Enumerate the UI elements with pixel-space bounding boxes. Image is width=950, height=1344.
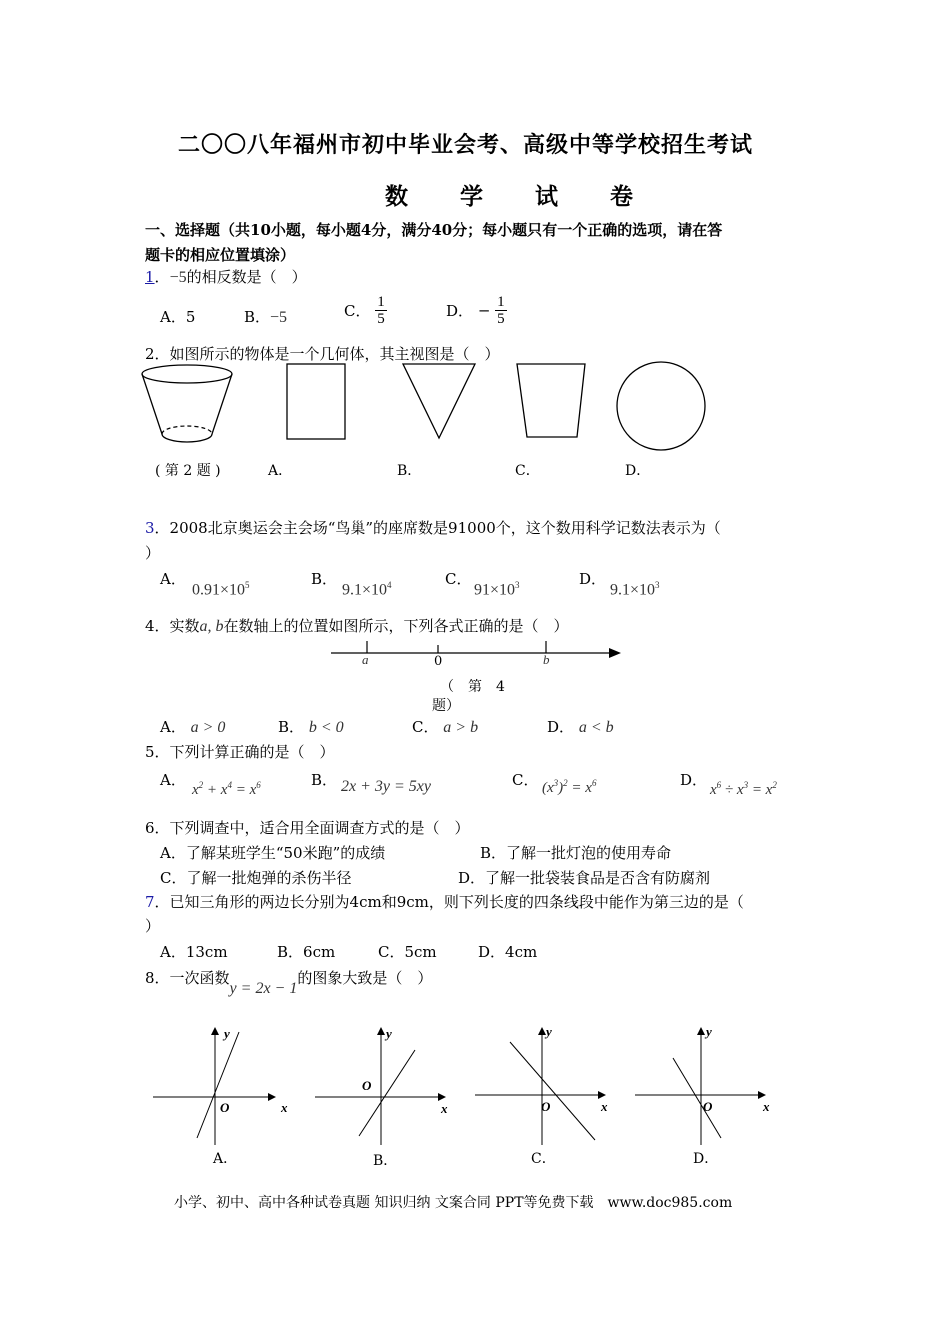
section-heading-line1: 一、选择题（共10小题，每小题4分，满分40分；每小题只有一个正确的选项，请在答 [145,221,723,239]
q3-option-a-label: A． [160,570,186,588]
question-3-line2: ） [145,544,161,562]
q3-option-a-value: $0.91\times 10^5$ [192,580,250,599]
q3-option-d-value: $9.1\times 10^3$ [610,580,660,599]
q3-option-d-label: D． [579,570,607,588]
q8-label-a: A． [213,1151,238,1167]
q3-option-b-label: B． [311,570,338,588]
question-3: 3．2008北京奥运会主会场“鸟巢”的座席数是91000个，这个数用科学记数法表示为（ [145,519,721,537]
q6-option-b: B．了解一批灯泡的使用寿命 [480,844,672,862]
question-7: 7．已知三角形的两边长分别为4cm和9cm，则下列长度的四条线段中能作为第三边的是（ [145,893,744,911]
q6-option-a: A．了解某班学生“50米跑”的成绩 [160,844,386,862]
question-4: 4．实数a, b在数轴上的位置如图所示，下列各式正确的是（ ） [145,617,569,635]
section-heading-line2: 题卡的相应位置填涂） [145,246,296,264]
q4-caption-line2: 题） [432,698,460,714]
q5-option-c-value: $(x^3)^2 = x^6$ [542,778,597,796]
q8-d-y-label: y [706,1024,712,1039]
q8-c-x-label: x [601,1099,608,1114]
q5-option-b-value: 2x + 3y = 5xy [341,778,431,795]
q8-graph-a [153,1028,275,1145]
q4-axis-label-a: a [362,652,369,667]
q4-option-a: A． a > 0 [160,718,226,736]
question-1: 1．−5的相反数是（ ） [145,268,307,286]
q8-b-x-label: x [441,1101,448,1116]
q8-c-origin: O [541,1099,551,1114]
q2-label-b: B． [397,463,422,479]
q8-label-d: D． [693,1151,719,1167]
q5-option-c-label: C． [512,771,539,789]
q1-option-b: B．−5 [244,308,288,326]
question-8: 8．一次函数y = 2x − 1的图象大致是（ ） [145,969,433,997]
q2-option-a-rectangle [287,364,345,439]
q5-option-d-label: D． [680,771,708,789]
question-5: 5．下列计算正确的是（ ） [145,743,335,761]
q8-b-origin: O [362,1078,372,1093]
q8-graph-d [635,1028,765,1145]
question-6: 6．下列调查中，适合用全面调查方式的是（ ） [145,819,470,837]
q8-c-y-label: y [546,1024,552,1039]
q2-option-b-triangle [403,364,475,438]
exam-subtitle: 数 学 试 卷 [385,183,656,210]
q2-figures [135,358,735,454]
exam-title: 二〇〇八年福州市初中毕业会考、高级中等学校招生考试 [178,132,754,158]
q4-number-line [325,636,625,672]
q4-axis-label-0: 0 [434,654,443,669]
q8-b-y-label: y [386,1026,392,1041]
q2-label-c: C． [515,463,540,479]
q8-graph-b [315,1028,445,1145]
q8-d-origin: O [703,1099,713,1114]
question-7-line2: ） [145,917,161,935]
q8-a-y-label: y [224,1026,230,1041]
q7-option-b: B．6cm [277,943,336,961]
q2-label-a: A． [268,463,293,479]
q5-option-d-value: $x^6 \div x^3 = x^2$ [710,780,777,798]
q3-option-b-value: $9.1\times 10^4$ [342,580,392,599]
q2-label-d: D． [625,463,651,479]
q4-axis-label-b: b [543,652,550,667]
q4-option-b: B． b < 0 [278,718,344,736]
question-2: 2．如图所示的物体是一个几何体，其主视图是（ ） [145,345,500,363]
q2-option-c-trapezoid [517,364,585,437]
q4-option-c: C． a > b [412,718,479,736]
q8-d-x-label: x [763,1099,770,1114]
q5-option-a-value: $x^2 + x^4 = x^6$ [192,780,261,798]
q7-option-d: D．4cm [478,943,538,961]
q1-option-a: A．5 [160,308,196,326]
q7-option-c: C．5cm [378,943,437,961]
q4-option-d: D． a < b [547,718,614,736]
q3-option-c-label: C． [445,570,472,588]
q2-option-d-circle [617,362,705,450]
q5-option-a-label: A． [160,771,186,789]
q8-label-c: C． [531,1151,556,1167]
q8-graph-c [475,1028,605,1145]
q8-label-b: B． [373,1153,398,1169]
question-1-number[interactable]: 1 [145,268,155,286]
q1-option-c: C． $\frac{1}{5}$ [344,294,385,327]
q6-option-c: C．了解一批炮弹的杀伤半径 [160,869,352,887]
q3-option-c-value: $91\times 10^3$ [474,580,520,599]
q4-caption-line1: （ 第 4 [440,679,505,695]
q2-cup-figure [142,365,232,442]
q7-option-a: A．13cm [160,943,228,961]
q8-a-origin: O [220,1100,230,1115]
page-footer: 小学、初中、高中各种试卷真题 知识归纳 文案合同 PPT等免费下载 www.doc985.com [174,1195,733,1211]
q1-option-d: D． − $\frac{1}{5}$ [446,294,505,327]
q2-caption: ( 第 2 题 ) [155,463,221,479]
q8-graphs [145,1020,795,1145]
q8-a-x-label: x [281,1100,288,1115]
q5-option-b-label: B． [311,771,338,789]
q6-option-d: D．了解一批袋装食品是否含有防腐剂 [458,869,711,887]
